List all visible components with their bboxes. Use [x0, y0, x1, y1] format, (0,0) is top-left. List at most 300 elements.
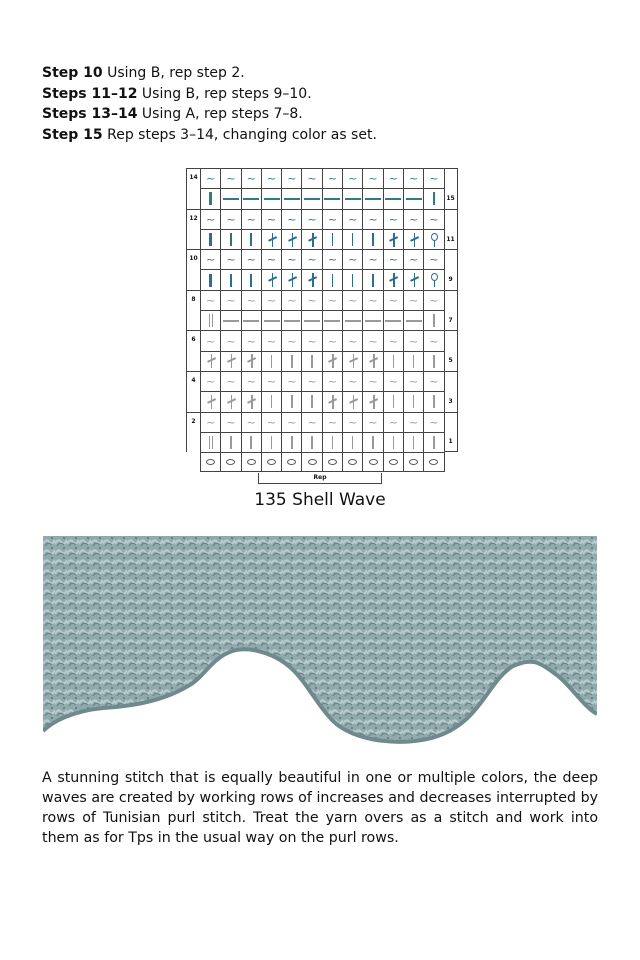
chart-cell	[342, 412, 362, 432]
chart-cell	[403, 391, 423, 411]
horizontal-bar-icon	[304, 198, 320, 200]
chain-oval-icon	[348, 459, 357, 465]
horizontal-bar-icon	[324, 198, 340, 200]
horizontal-bar-icon	[385, 320, 401, 322]
row-number-left: 4	[186, 371, 200, 391]
chart-cell	[423, 330, 443, 350]
vertical-bar-icon	[433, 314, 435, 327]
chart-cell	[301, 391, 321, 411]
crossed-stitch-icon	[388, 233, 398, 247]
row-number-left	[186, 229, 200, 249]
chart-cell	[301, 209, 321, 229]
horizontal-bar-icon	[406, 320, 422, 322]
chart-cell	[423, 371, 443, 391]
tilde-return-icon: ~	[287, 293, 297, 307]
chart-cell	[383, 290, 403, 310]
tilde-return-icon: ~	[409, 415, 419, 429]
row-number-left: 8	[186, 290, 200, 310]
tilde-return-icon: ~	[307, 253, 317, 267]
chart-cell	[281, 432, 301, 452]
tilde-return-icon: ~	[287, 253, 297, 267]
chart-cell	[423, 249, 443, 269]
chart-cell	[383, 310, 403, 330]
crossed-stitch-icon	[206, 354, 216, 368]
chart-cell	[220, 452, 240, 472]
chart-cell	[423, 188, 443, 208]
tilde-return-icon: ~	[246, 334, 256, 348]
chart-cell	[322, 432, 342, 452]
chart-cell	[301, 168, 321, 188]
chain-oval-icon	[409, 459, 418, 465]
chart-cell	[383, 432, 403, 452]
chart-cell	[281, 209, 301, 229]
chart-cell	[241, 452, 261, 472]
chart-row	[186, 168, 458, 188]
tilde-return-icon: ~	[287, 334, 297, 348]
tilde-return-icon: ~	[307, 293, 317, 307]
chart-cell	[342, 269, 362, 289]
chart-cell	[281, 249, 301, 269]
chart-cell	[423, 269, 443, 289]
chart-cell	[322, 249, 342, 269]
chain-oval-icon	[369, 459, 378, 465]
crossed-stitch-icon	[226, 395, 236, 409]
crossed-stitch-icon	[307, 273, 317, 287]
chart-cell	[281, 310, 301, 330]
step-text: Using A, rep steps 7–8.	[137, 106, 303, 122]
tilde-return-icon: ~	[307, 212, 317, 226]
row-number-left	[186, 391, 200, 411]
crossed-stitch-icon	[409, 233, 419, 247]
vertical-bar-icon	[413, 395, 415, 408]
horizontal-bar-icon	[223, 198, 239, 200]
tilde-return-icon: ~	[246, 415, 256, 429]
chart-cell	[301, 249, 321, 269]
row-number-right	[444, 412, 458, 432]
tilde-return-icon: ~	[429, 415, 439, 429]
step-text: Rep steps 3–14, changing color as set.	[102, 126, 377, 143]
chart-cell	[342, 209, 362, 229]
yarn-over-icon	[431, 233, 437, 247]
tilde-return-icon: ~	[388, 212, 398, 226]
row-number-right: 3	[444, 391, 458, 411]
chart-cell	[200, 432, 220, 452]
chart-row	[186, 209, 458, 229]
pattern-description: A stunning stitch that is equally beautiful in one or multiple colors, the deep waves are created by working rows of increases and decreases interrupted by rows of Tunisian purl stitch. Treat the yarn overs as a stitch and work into them as for Tps in the usual way on the purl rows.	[42, 770, 598, 846]
tilde-return-icon: ~	[409, 375, 419, 389]
row-number-right	[444, 249, 458, 269]
row-number-right: 15	[444, 188, 458, 208]
chart-row	[186, 310, 458, 330]
step-line	[42, 125, 377, 146]
chart-cell	[383, 269, 403, 289]
horizontal-bar-icon	[243, 320, 259, 322]
tilde-return-icon: ~	[409, 212, 419, 226]
tilde-return-icon: ~	[409, 293, 419, 307]
tilde-return-icon: ~	[429, 375, 439, 389]
chart-row	[186, 249, 458, 269]
tilde-return-icon: ~	[327, 375, 338, 389]
chart-cell	[403, 432, 423, 452]
row-number-left: 10	[186, 249, 200, 269]
row-number-left: 12	[186, 209, 200, 229]
tilde-return-icon: ~	[307, 334, 317, 348]
chart-cell	[241, 391, 261, 411]
knitted-swatch-image	[43, 536, 597, 754]
chart-cell	[403, 351, 423, 371]
chart-cell	[261, 188, 281, 208]
tilde-return-icon: ~	[327, 293, 338, 307]
vertical-bar-icon	[250, 436, 252, 449]
row-number-right: 1	[444, 432, 458, 452]
row-number-left	[186, 188, 200, 208]
chart-row	[186, 432, 458, 452]
tilde-return-icon: ~	[287, 415, 297, 429]
chart-cell	[362, 249, 382, 269]
chain-oval-icon	[308, 459, 317, 465]
chart-cell	[261, 290, 281, 310]
row-number-right	[444, 452, 458, 472]
crossed-stitch-icon	[368, 354, 378, 368]
chart-cell	[220, 432, 240, 452]
tilde-return-icon: ~	[307, 172, 317, 186]
chart-cell	[261, 432, 281, 452]
chart-cell	[403, 188, 423, 208]
horizontal-bar-icon	[324, 320, 340, 322]
chart-cell	[220, 168, 240, 188]
chart-cell	[403, 310, 423, 330]
chart-cell	[241, 209, 261, 229]
chart-cell	[322, 209, 342, 229]
chart-cell	[261, 391, 281, 411]
tilde-return-icon: ~	[368, 375, 378, 389]
tilde-return-icon: ~	[388, 253, 398, 267]
chart-cell	[261, 330, 281, 350]
step-line	[42, 63, 377, 84]
step-label: Step 10	[42, 65, 103, 81]
vertical-bar-icon	[311, 355, 313, 368]
repeat-bracket: Rep	[258, 473, 382, 484]
row-number-left	[186, 310, 200, 330]
chart-cell	[423, 310, 443, 330]
tilde-return-icon: ~	[388, 375, 398, 389]
tilde-return-icon: ~	[388, 293, 398, 307]
tilde-return-icon: ~	[246, 293, 256, 307]
chart-cell	[322, 391, 342, 411]
chart-cell	[322, 351, 342, 371]
tilde-return-icon: ~	[368, 415, 378, 429]
chart-cell	[261, 310, 281, 330]
chart-cell	[200, 351, 220, 371]
chart-cell	[301, 412, 321, 432]
chart-cell	[220, 330, 240, 350]
vertical-bar-icon	[352, 274, 354, 287]
tilde-return-icon: ~	[246, 212, 256, 226]
row-number-right	[444, 330, 458, 350]
chart-cell	[241, 371, 261, 391]
chart-cell	[301, 188, 321, 208]
vertical-bar-icon	[372, 436, 374, 449]
row-number-right	[444, 290, 458, 310]
chart-cell	[200, 209, 220, 229]
tilde-return-icon: ~	[368, 212, 378, 226]
thick-vertical-bar-icon	[209, 274, 212, 287]
tilde-return-icon: ~	[206, 253, 216, 267]
chart-cell	[383, 330, 403, 350]
chart-cell	[383, 391, 403, 411]
chart-cell	[220, 229, 240, 249]
yarn-over-icon	[431, 273, 437, 287]
chart-cell	[200, 249, 220, 269]
crossed-stitch-icon	[267, 233, 277, 247]
chart-cell	[220, 290, 240, 310]
chart-cell	[200, 452, 220, 472]
chart-cell	[342, 330, 362, 350]
vertical-bar-icon	[291, 436, 293, 449]
chart-cell	[281, 330, 301, 350]
vertical-bar-icon	[413, 436, 415, 449]
chart-row	[186, 371, 458, 391]
tilde-return-icon: ~	[388, 172, 398, 186]
chart-cell	[241, 229, 261, 249]
chart-cell	[403, 168, 423, 188]
vertical-bar-icon	[433, 395, 435, 408]
chart-cell	[281, 371, 301, 391]
tilde-return-icon: ~	[327, 212, 338, 226]
horizontal-bar-icon	[284, 198, 300, 200]
tilde-return-icon: ~	[226, 375, 236, 389]
chart-cell	[423, 351, 443, 371]
chart-cell	[241, 188, 261, 208]
chart-cell	[220, 269, 240, 289]
chart-cell	[301, 351, 321, 371]
step-text: Using B, rep steps 9–10.	[137, 85, 312, 102]
tilde-return-icon: ~	[287, 375, 297, 389]
chart-cell	[261, 412, 281, 432]
chart-row	[186, 452, 458, 472]
horizontal-bar-icon	[385, 198, 401, 200]
chart-cell	[342, 168, 362, 188]
chart-cell	[322, 310, 342, 330]
chart-cell	[301, 452, 321, 472]
step-line	[42, 84, 377, 105]
chart-cell	[200, 371, 220, 391]
chart-cell	[200, 330, 220, 350]
vertical-bar-icon	[433, 436, 435, 449]
chart-row	[186, 330, 458, 350]
row-number-right	[444, 168, 458, 188]
chart-cell	[322, 168, 342, 188]
chart-cell	[261, 452, 281, 472]
chart-cell	[322, 188, 342, 208]
tilde-return-icon: ~	[348, 334, 358, 348]
row-number-right: 9	[444, 269, 458, 289]
chain-oval-icon	[247, 459, 256, 465]
chart-cell	[342, 249, 362, 269]
chart-cell	[383, 412, 403, 432]
tilde-return-icon: ~	[246, 172, 256, 186]
horizontal-bar-icon	[345, 320, 361, 322]
chart-cell	[423, 432, 443, 452]
double-vertical-bar-icon	[209, 314, 213, 327]
crossed-stitch-icon	[206, 395, 216, 409]
vertical-bar-icon	[271, 355, 273, 368]
tilde-return-icon: ~	[206, 212, 216, 226]
tilde-return-icon: ~	[287, 172, 297, 186]
row-number-left	[186, 452, 200, 472]
tilde-return-icon: ~	[327, 172, 338, 186]
chart-cell	[322, 371, 342, 391]
crossed-stitch-icon	[409, 273, 419, 287]
chart-row	[186, 391, 458, 411]
row-number-left	[186, 351, 200, 371]
chart-cell	[342, 351, 362, 371]
tilde-return-icon: ~	[368, 172, 378, 186]
chart-cell	[261, 209, 281, 229]
tilde-return-icon: ~	[348, 293, 358, 307]
tilde-return-icon: ~	[348, 253, 358, 267]
chart-cell	[403, 452, 423, 472]
tilde-return-icon: ~	[206, 334, 216, 348]
chart-cell	[220, 310, 240, 330]
tilde-return-icon: ~	[266, 334, 277, 348]
row-number-left: 6	[186, 330, 200, 350]
chart-cell	[281, 290, 301, 310]
chart-cell	[281, 188, 301, 208]
chart-cell	[301, 269, 321, 289]
tilde-return-icon: ~	[266, 415, 277, 429]
chart-cell	[241, 249, 261, 269]
crossed-stitch-icon	[287, 273, 297, 287]
row-number-right: 7	[444, 310, 458, 330]
tilde-return-icon: ~	[287, 212, 297, 226]
crossed-stitch-icon	[246, 354, 256, 368]
chart-cell	[241, 432, 261, 452]
chart-cell	[241, 351, 261, 371]
tilde-return-icon: ~	[429, 253, 439, 267]
step-label: Steps 11–12	[42, 85, 138, 102]
vertical-bar-icon	[230, 233, 232, 246]
chart-cell	[383, 452, 403, 472]
tilde-return-icon: ~	[206, 172, 216, 186]
thick-vertical-bar-icon	[209, 192, 212, 205]
chart-cell	[301, 330, 321, 350]
crossed-stitch-icon	[226, 354, 236, 368]
chart-row	[186, 229, 458, 249]
horizontal-bar-icon	[304, 320, 320, 322]
chart-cell	[383, 209, 403, 229]
chart-cell	[200, 412, 220, 432]
crossed-stitch-icon	[287, 233, 297, 247]
tilde-return-icon: ~	[327, 253, 338, 267]
vertical-bar-icon	[291, 395, 293, 408]
chart-cell	[362, 229, 382, 249]
chart-cell	[362, 269, 382, 289]
chart-cell	[200, 188, 220, 208]
tilde-return-icon: ~	[429, 172, 439, 186]
vertical-bar-icon	[413, 355, 415, 368]
pattern-caption: 135 Shell Wave	[254, 490, 386, 510]
chart-cell	[301, 229, 321, 249]
tilde-return-icon: ~	[226, 415, 236, 429]
vertical-bar-icon	[332, 436, 334, 449]
chart-cell	[200, 168, 220, 188]
chart-cell	[241, 330, 261, 350]
chart-cell	[423, 168, 443, 188]
tilde-return-icon: ~	[266, 253, 277, 267]
chart-cell	[423, 391, 443, 411]
chart-cell	[322, 290, 342, 310]
chart-cell	[301, 432, 321, 452]
tilde-return-icon: ~	[307, 415, 317, 429]
chart-cell	[261, 269, 281, 289]
vertical-bar-icon	[230, 436, 232, 449]
tilde-return-icon: ~	[206, 293, 216, 307]
stitch-chart	[186, 168, 458, 481]
tilde-return-icon: ~	[368, 334, 378, 348]
chart-cell	[403, 412, 423, 432]
tilde-return-icon: ~	[226, 172, 236, 186]
tilde-return-icon: ~	[266, 293, 277, 307]
chart-cell	[281, 229, 301, 249]
chart-cell	[383, 249, 403, 269]
step-label: Step 15	[42, 126, 103, 143]
chart-cell	[281, 168, 301, 188]
chain-oval-icon	[226, 459, 235, 465]
chart-cell	[362, 209, 382, 229]
chart-cell	[362, 351, 382, 371]
crossed-stitch-icon	[327, 395, 337, 409]
chart-cell	[281, 269, 301, 289]
chart-cell	[362, 310, 382, 330]
tilde-return-icon: ~	[429, 212, 439, 226]
chart-cell	[362, 371, 382, 391]
step-text: Using B, rep step 2.	[102, 65, 245, 81]
tilde-return-icon: ~	[226, 334, 236, 348]
chart-cell	[403, 290, 423, 310]
crossed-stitch-icon	[307, 233, 317, 247]
tilde-return-icon: ~	[206, 415, 216, 429]
chart-cell	[281, 391, 301, 411]
chain-oval-icon	[206, 459, 215, 465]
chart-cell	[261, 371, 281, 391]
stitch-chart-grid	[186, 168, 458, 472]
chart-cell	[322, 330, 342, 350]
chart-cell	[342, 310, 362, 330]
vertical-bar-icon	[311, 395, 313, 408]
chart-cell	[261, 229, 281, 249]
vertical-bar-icon	[352, 436, 354, 449]
tilde-return-icon: ~	[348, 415, 358, 429]
horizontal-bar-icon	[365, 320, 381, 322]
chart-cell	[322, 452, 342, 472]
row-number-right: 11	[444, 229, 458, 249]
chart-cell	[342, 371, 362, 391]
horizontal-bar-icon	[223, 320, 239, 322]
vertical-bar-icon	[291, 355, 293, 368]
chart-cell	[281, 452, 301, 472]
chart-cell	[200, 229, 220, 249]
tilde-return-icon: ~	[327, 415, 338, 429]
vertical-bar-icon	[271, 395, 273, 408]
vertical-bar-icon	[433, 355, 435, 368]
chain-oval-icon	[328, 459, 337, 465]
chart-cell	[281, 412, 301, 432]
chart-cell	[362, 452, 382, 472]
chart-cell	[241, 168, 261, 188]
instruction-steps	[42, 63, 377, 145]
chart-cell	[423, 452, 443, 472]
